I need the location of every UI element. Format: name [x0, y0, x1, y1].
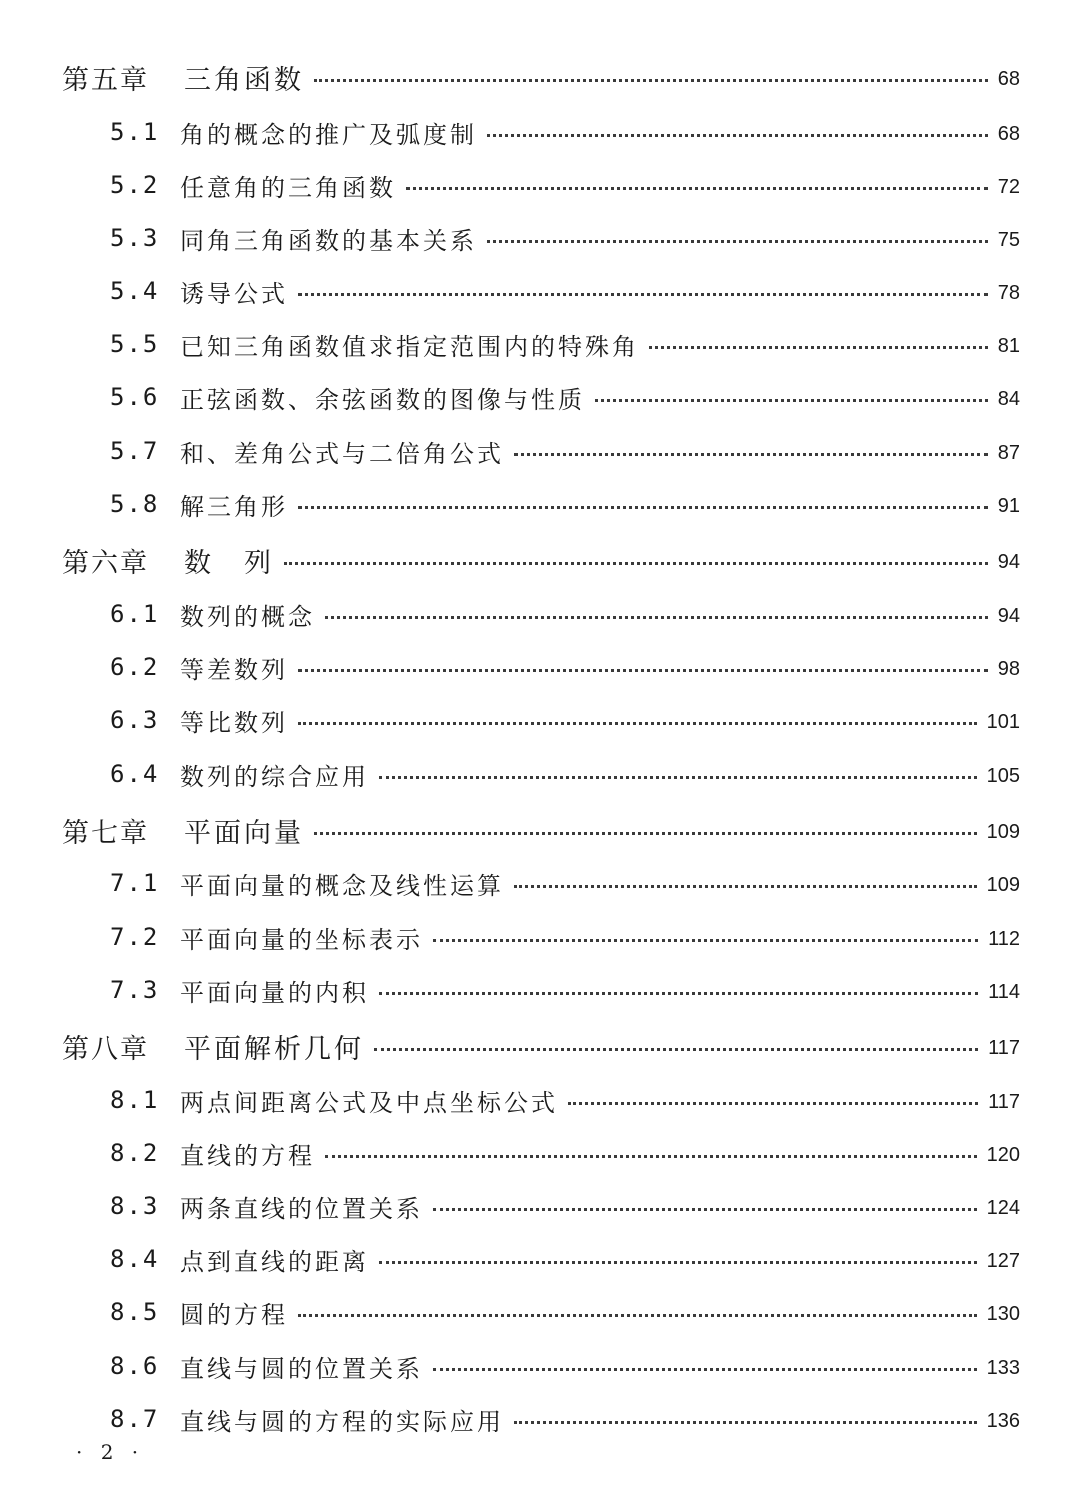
toc-section-row[interactable]: [0, 431, 1080, 471]
dot-leader: [284, 562, 988, 565]
section-title: 正弦函数、余弦函数的图像与性质: [180, 385, 585, 414]
dot-leader: [514, 1421, 977, 1424]
dot-leader: [325, 1155, 977, 1158]
toc-chapter-row[interactable]: [0, 57, 1080, 97]
page-number: 75: [997, 229, 1020, 251]
chapter-title: 三角函数: [184, 64, 304, 96]
section-number: 5.6: [110, 383, 160, 411]
section-title: 两点间距离公式及中点坐标公式: [180, 1088, 558, 1117]
page-number: 109: [986, 874, 1020, 896]
section-title: 和、差角公式与二倍角公式: [180, 439, 504, 468]
chapter-number: 第五章: [62, 64, 149, 96]
toc-section-row[interactable]: [0, 324, 1080, 364]
section-title: 平面向量的坐标表示: [180, 925, 423, 954]
section-title: 等比数列: [180, 708, 288, 737]
section-title: 数列的概念: [180, 602, 315, 631]
page-number: 112: [988, 928, 1020, 950]
section-title: 点到直线的距离: [180, 1247, 369, 1276]
page-number: 124: [986, 1197, 1020, 1219]
toc-section-row[interactable]: [0, 1346, 1080, 1386]
section-number: 5.2: [110, 171, 160, 199]
chapter-number: 第六章: [62, 547, 149, 579]
section-title: 等差数列: [180, 655, 288, 684]
page-number: 127: [986, 1250, 1020, 1272]
toc-section-row[interactable]: [0, 917, 1080, 957]
chapter-title: 数 列: [184, 547, 274, 579]
chapter-title: 平面解析几何: [184, 1033, 364, 1065]
toc-section-row[interactable]: [0, 377, 1080, 417]
dot-leader: [433, 1208, 977, 1211]
section-title: 直线与圆的方程的实际应用: [180, 1407, 504, 1436]
toc-chapter-row[interactable]: [0, 1026, 1080, 1066]
dot-leader: [406, 187, 988, 190]
page-number: 81: [997, 335, 1020, 357]
section-number: 8.3: [110, 1192, 160, 1220]
chapter-number: 第七章: [62, 817, 149, 849]
toc-section-row[interactable]: [0, 1239, 1080, 1279]
toc-section-row[interactable]: [0, 594, 1080, 634]
page-number: 105: [986, 765, 1020, 787]
page-number: 130: [986, 1303, 1020, 1325]
dot-leader: [649, 346, 988, 349]
section-number: 8.1: [110, 1086, 160, 1114]
page-number: 68: [997, 123, 1020, 145]
toc-section-row[interactable]: [0, 218, 1080, 258]
dot-leader: [314, 79, 988, 82]
dot-leader: [298, 669, 988, 672]
dot-leader: [487, 134, 988, 137]
section-number: 7.1: [110, 869, 160, 897]
section-title: 同角三角函数的基本关系: [180, 226, 477, 255]
toc-section-row[interactable]: [0, 1292, 1080, 1332]
dot-leader: [514, 885, 977, 888]
page-number: 101: [986, 711, 1020, 733]
section-title: 任意角的三角函数: [180, 173, 396, 202]
toc-section-row[interactable]: [0, 647, 1080, 687]
dot-leader: [379, 1261, 977, 1264]
section-title: 平面向量的内积: [180, 978, 369, 1007]
section-number: 8.5: [110, 1298, 160, 1326]
section-title: 平面向量的概念及线性运算: [180, 871, 504, 900]
page-number: 98: [997, 658, 1020, 680]
dot-leader: [487, 240, 988, 243]
dot-leader: [298, 293, 988, 296]
chapter-number: 第八章: [62, 1033, 149, 1065]
dot-leader: [298, 722, 977, 725]
page-number: 91: [997, 495, 1020, 517]
toc-section-row[interactable]: [0, 754, 1080, 794]
dot-leader: [374, 1048, 978, 1051]
toc-chapter-row[interactable]: [0, 540, 1080, 580]
dot-leader: [514, 453, 988, 456]
chapter-title: 平面向量: [184, 817, 304, 849]
dot-leader: [568, 1102, 978, 1105]
toc-section-row[interactable]: [0, 484, 1080, 524]
page-number: 117: [988, 1091, 1020, 1113]
section-number: 5.8: [110, 490, 160, 518]
section-number: 6.2: [110, 653, 160, 681]
page-number: 87: [997, 442, 1020, 464]
dot-leader: [379, 992, 978, 995]
toc-section-row[interactable]: [0, 1080, 1080, 1120]
section-title: 圆的方程: [180, 1300, 288, 1329]
section-number: 8.6: [110, 1352, 160, 1380]
page-number: 136: [986, 1410, 1020, 1432]
section-number: 7.3: [110, 976, 160, 1004]
toc-section-row[interactable]: [0, 700, 1080, 740]
dot-leader: [325, 616, 988, 619]
page-number: 72: [997, 176, 1020, 198]
section-number: 8.7: [110, 1405, 160, 1433]
toc-section-row[interactable]: [0, 970, 1080, 1010]
toc-section-row[interactable]: [0, 112, 1080, 152]
section-number: 5.1: [110, 118, 160, 146]
page-number: 68: [997, 68, 1020, 90]
section-title: 直线的方程: [180, 1141, 315, 1170]
toc-section-row[interactable]: [0, 1186, 1080, 1226]
section-number: 6.1: [110, 600, 160, 628]
dot-leader: [298, 1314, 977, 1317]
dot-leader: [595, 399, 988, 402]
section-title: 角的概念的推广及弧度制: [180, 120, 477, 149]
section-title: 解三角形: [180, 492, 288, 521]
page-number: 84: [997, 388, 1020, 410]
toc-section-row[interactable]: [0, 863, 1080, 903]
toc-section-row[interactable]: [0, 1133, 1080, 1173]
dot-leader: [433, 939, 978, 942]
section-number: 8.4: [110, 1245, 160, 1273]
section-title: 诱导公式: [180, 279, 288, 308]
section-title: 两条直线的位置关系: [180, 1194, 423, 1223]
section-title: 已知三角函数值求指定范围内的特殊角: [180, 332, 639, 361]
section-number: 8.2: [110, 1139, 160, 1167]
page-number: 94: [997, 551, 1020, 573]
section-number: 5.3: [110, 224, 160, 252]
dot-leader: [379, 776, 977, 779]
section-number: 6.4: [110, 760, 160, 788]
page-number: 133: [986, 1357, 1020, 1379]
dot-leader: [298, 506, 988, 509]
section-number: 5.7: [110, 437, 160, 465]
section-number: 5.5: [110, 330, 160, 358]
section-number: 7.2: [110, 923, 160, 951]
page-number: 109: [986, 821, 1020, 843]
toc-section-row[interactable]: [0, 271, 1080, 311]
toc-section-row[interactable]: [0, 1399, 1080, 1439]
page-number-footer: · 2 ·: [76, 1440, 145, 1464]
dot-leader: [433, 1368, 977, 1371]
section-number: 6.3: [110, 706, 160, 734]
toc-section-row[interactable]: [0, 165, 1080, 205]
page-number: 94: [997, 605, 1020, 627]
page-number: 78: [997, 282, 1020, 304]
dot-leader: [314, 832, 977, 835]
section-title: 直线与圆的位置关系: [180, 1354, 423, 1383]
toc-chapter-row[interactable]: [0, 810, 1080, 850]
section-title: 数列的综合应用: [180, 762, 369, 791]
page-number: 114: [988, 981, 1020, 1003]
page-number: 120: [986, 1144, 1020, 1166]
section-number: 5.4: [110, 277, 160, 305]
page-number: 117: [988, 1037, 1020, 1059]
